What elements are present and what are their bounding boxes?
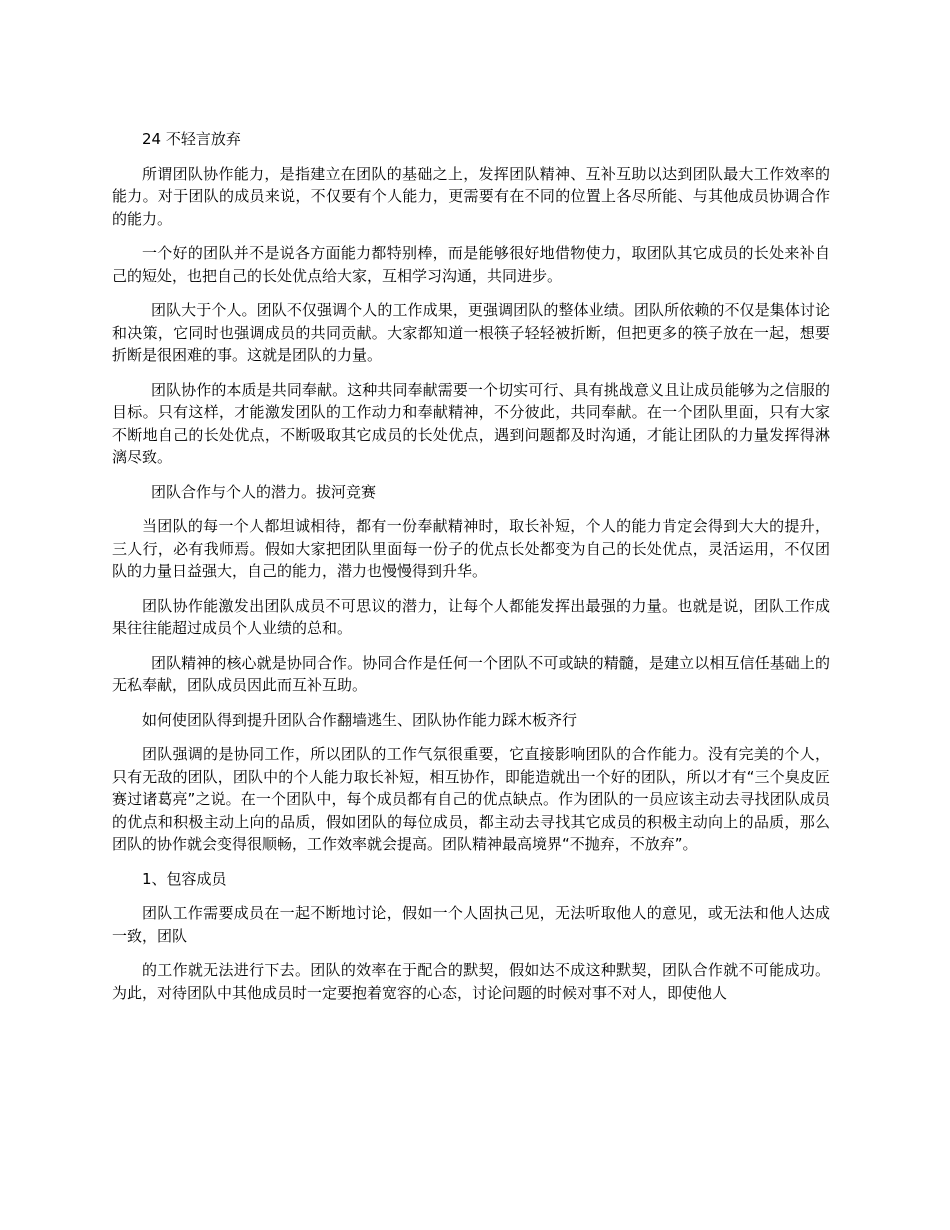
paragraph-shared-contribution: 团队协作的本质是共同奉献。这种共同奉献需要一个切实可行、具有挑战意义且让成员能够为之信服的目标。只有这样，才能激发团队的工作动力和奉献精神，不分彼此，共同奉献。在一个团队里面，只有大家不断地自己的长处优点，不断吸取其它成员的长处优点，遇到问题都及时沟通，才能让团队的力量发挥得淋漓尽致。	[112, 380, 830, 466]
paragraph-team-over-individual: 团队大于个人。团队不仅强调个人的工作成果，更强调团队的整体业绩。团队所依赖的不仅是集体讨论和决策，它同时也强调成员的共同贡献。大家都知道一根筷子轻轻被折断，但把更多的筷子放在一起，想要折断是很困难的事。这就是团队的力量。	[112, 301, 830, 364]
paragraph-efficiency: 的工作就无法进行下去。团队的效率在于配合的默契，假如达不成这种默契，团队合作就不可能成功。为此，对待团队中其他成员时一定要抱着宽容的心态，讨论问题的时候对事不对人，即使他人	[112, 961, 830, 1002]
paragraph-collaboration: 团队强调的是协同工作，所以团队的工作气氛很重要，它直接影响团队的合作能力。没有完美的个人，只有无敌的团队，团队中的个人能力取长补短，相互协作，即能造就出一个好的团队，所以才有“三个臭皮匠赛过诸葛亮”之说。在一个团队中，每个成员都有自己的优点缺点。作为团队的一员应该主动去寻找团队成员的优点和积极主动上向的品质，假如团队的每位成员，都主动去寻找其它成员的积极主动向上的品质，那么团队的协作就会变得很顺畅，工作效率就会提高。团队精神最高境界“不抛弃，不放弃”。	[112, 745, 830, 853]
section-heading-24: 24 不轻言放弃	[142, 130, 241, 148]
subheading-improve-team: 如何使团队得到提升团队合作翻墙逃生、团队协作能力踩木板齐行	[142, 710, 578, 729]
paragraph-honesty: 当团队的每一个人都坦诚相待，都有一份奉献精神时，取长补短，个人的能力肯定会得到大大的提升，三人行，必有我师焉。假如大家把团队里面每一份子的优点长处都变为自己的长处优点，灵活运用，不仅团队的力量日益强大，自己的能力，潜力也慢慢得到升华。	[112, 517, 830, 580]
paragraph-team-ability-definition: 所谓团队协作能力，是指建立在团队的基础之上，发挥团队精神、互补互助以达到团队最大工作效率的能力。对于团队的成员来说，不仅要有个人能力，更需要有在不同的位置上各尽所能、与其他成员协调合作的能力。	[112, 164, 830, 228]
subheading-tolerate-members: 1、包容成员	[142, 869, 227, 888]
document-body	[112, 128, 830, 1016]
paragraph-potential: 团队协作能激发出团队成员不可思议的潜力，让每个人都能发挥出最强的力量。也就是说，团队工作成果往往能超过成员个人业绩的总和。	[112, 596, 830, 637]
paragraph-core-cooperation: 团队精神的核心就是协同合作。协同合作是任何一个团队不可或缺的精髓，是建立以相互信任基础上的无私奉献，团队成员因此而互补互助。	[112, 653, 830, 694]
paragraph-good-team: 一个好的团队并不是说各方面能力都特别棒，而是能够很好地借物使力，取团队其它成员的长处来补自己的短处，也把自己的长处优点给大家，互相学习沟通，共同进步。	[112, 244, 830, 285]
subheading-tug-of-war: 团队合作与个人的潜力。拔河竞赛	[151, 482, 377, 501]
paragraph-discussion: 团队工作需要成员在一起不断地讨论，假如一个人固执己见，无法听取他人的意见，或无法和他人达成一致，团队	[112, 904, 830, 945]
